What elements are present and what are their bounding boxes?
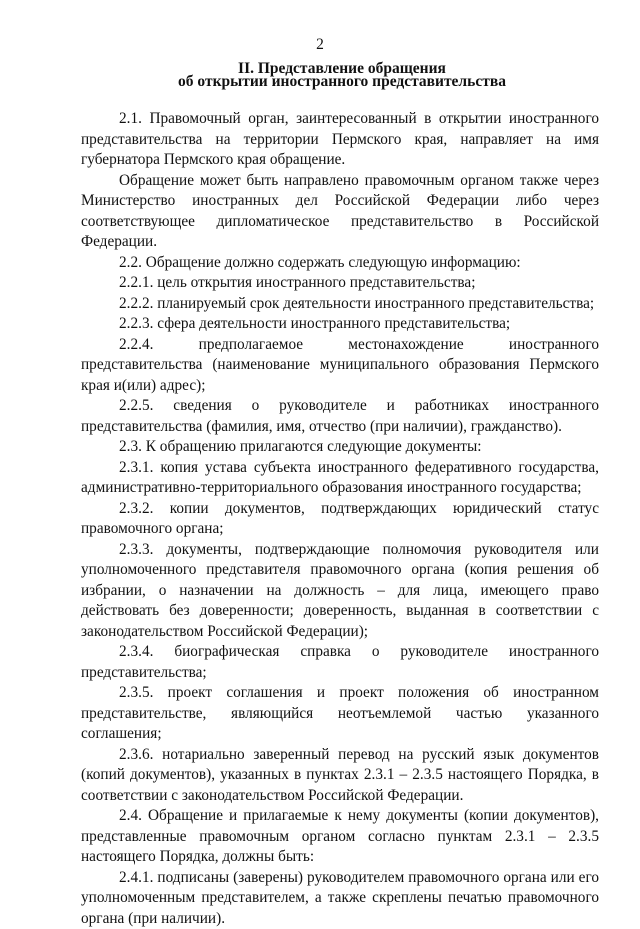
paragraph-2-2-2: 2.2.2. планируемый срок деятельности иностранного представительства; [81, 294, 599, 315]
paragraph-2-3-6: 2.3.6. нотариально заверенный перевод на русский язык документов (копий документов), указанных в пунктах 2.3.1 – 2.3.5 настоящего Порядка, в соответствии с законодательством Российской Федерации. [81, 745, 599, 807]
document-body [81, 109, 599, 929]
page-number: 2 [0, 36, 640, 54]
paragraph-2-2-1: 2.2.1. цель открытия иностранного представительства; [81, 273, 599, 294]
paragraph-2-3-1: 2.3.1. копия устава субъекта иностранного федеративного государства, административно-территориального образования иностранного государства; [81, 458, 599, 499]
section-title-line-1: II. Представление обращения [72, 62, 612, 75]
paragraph-2-3-4: 2.3.4. биографическая справка о руководителе иностранного представительства; [81, 642, 599, 683]
section-title-line-2: об открытии иностранного представительства [72, 75, 612, 88]
section-heading [72, 62, 612, 88]
paragraph-2-2-4: 2.2.4. предполагаемое местонахождение иностранного представительства (наименование муниципального образования Пермского края и(или) адрес); [81, 335, 599, 397]
paragraph-2-2-3: 2.2.3. сфера деятельности иностранного представительства; [81, 314, 599, 335]
paragraph-2-4-1: 2.4.1. подписаны (заверены) руководителем правомочного органа или его уполномоченным представителем, а также скреплены печатью правомочного органа (при наличии). [81, 868, 599, 929]
paragraph-2-1-addendum: Обращение может быть направлено правомочным органом также через Министерство иностранных дел Российской Федерации либо через соответствующее дипломатическое представительство в Российской Федерации. [81, 171, 599, 253]
paragraph-2-3-5: 2.3.5. проект соглашения и проект положения об иностранном представительстве, являющийся неотъемлемой частью указанного соглашения; [81, 683, 599, 745]
paragraph-2-2: 2.2. Обращение должно содержать следующую информацию: [81, 253, 599, 274]
paragraph-2-3-3: 2.3.3. документы, подтверждающие полномочия руководителя или уполномоченного представителя правомочного органа (копия решения об избрании, о назначении на должность – для лица, имеющего право действовать без доверенности; доверенность, выданная в соответствии с законодательством Российской Федерации); [81, 540, 599, 643]
paragraph-2-3-2: 2.3.2. копии документов, подтверждающих юридический статус правомочного органа; [81, 499, 599, 540]
paragraph-2-2-5: 2.2.5. сведения о руководителе и работниках иностранного представительства (фамилия, имя, отчество (при наличии), гражданство). [81, 396, 599, 437]
paragraph-2-1: 2.1. Правомочный орган, заинтересованный в открытии иностранного представительства на территории Пермского края, направляет на имя губернатора Пермского края обращение. [81, 109, 599, 171]
paragraph-2-3: 2.3. К обращению прилагаются следующие документы: [81, 437, 599, 458]
paragraph-2-4: 2.4. Обращение и прилагаемые к нему документы (копии документов), представленные правомочным органом согласно пунктам 2.3.1 – 2.3.5 настоящего Порядка, должны быть: [81, 806, 599, 868]
